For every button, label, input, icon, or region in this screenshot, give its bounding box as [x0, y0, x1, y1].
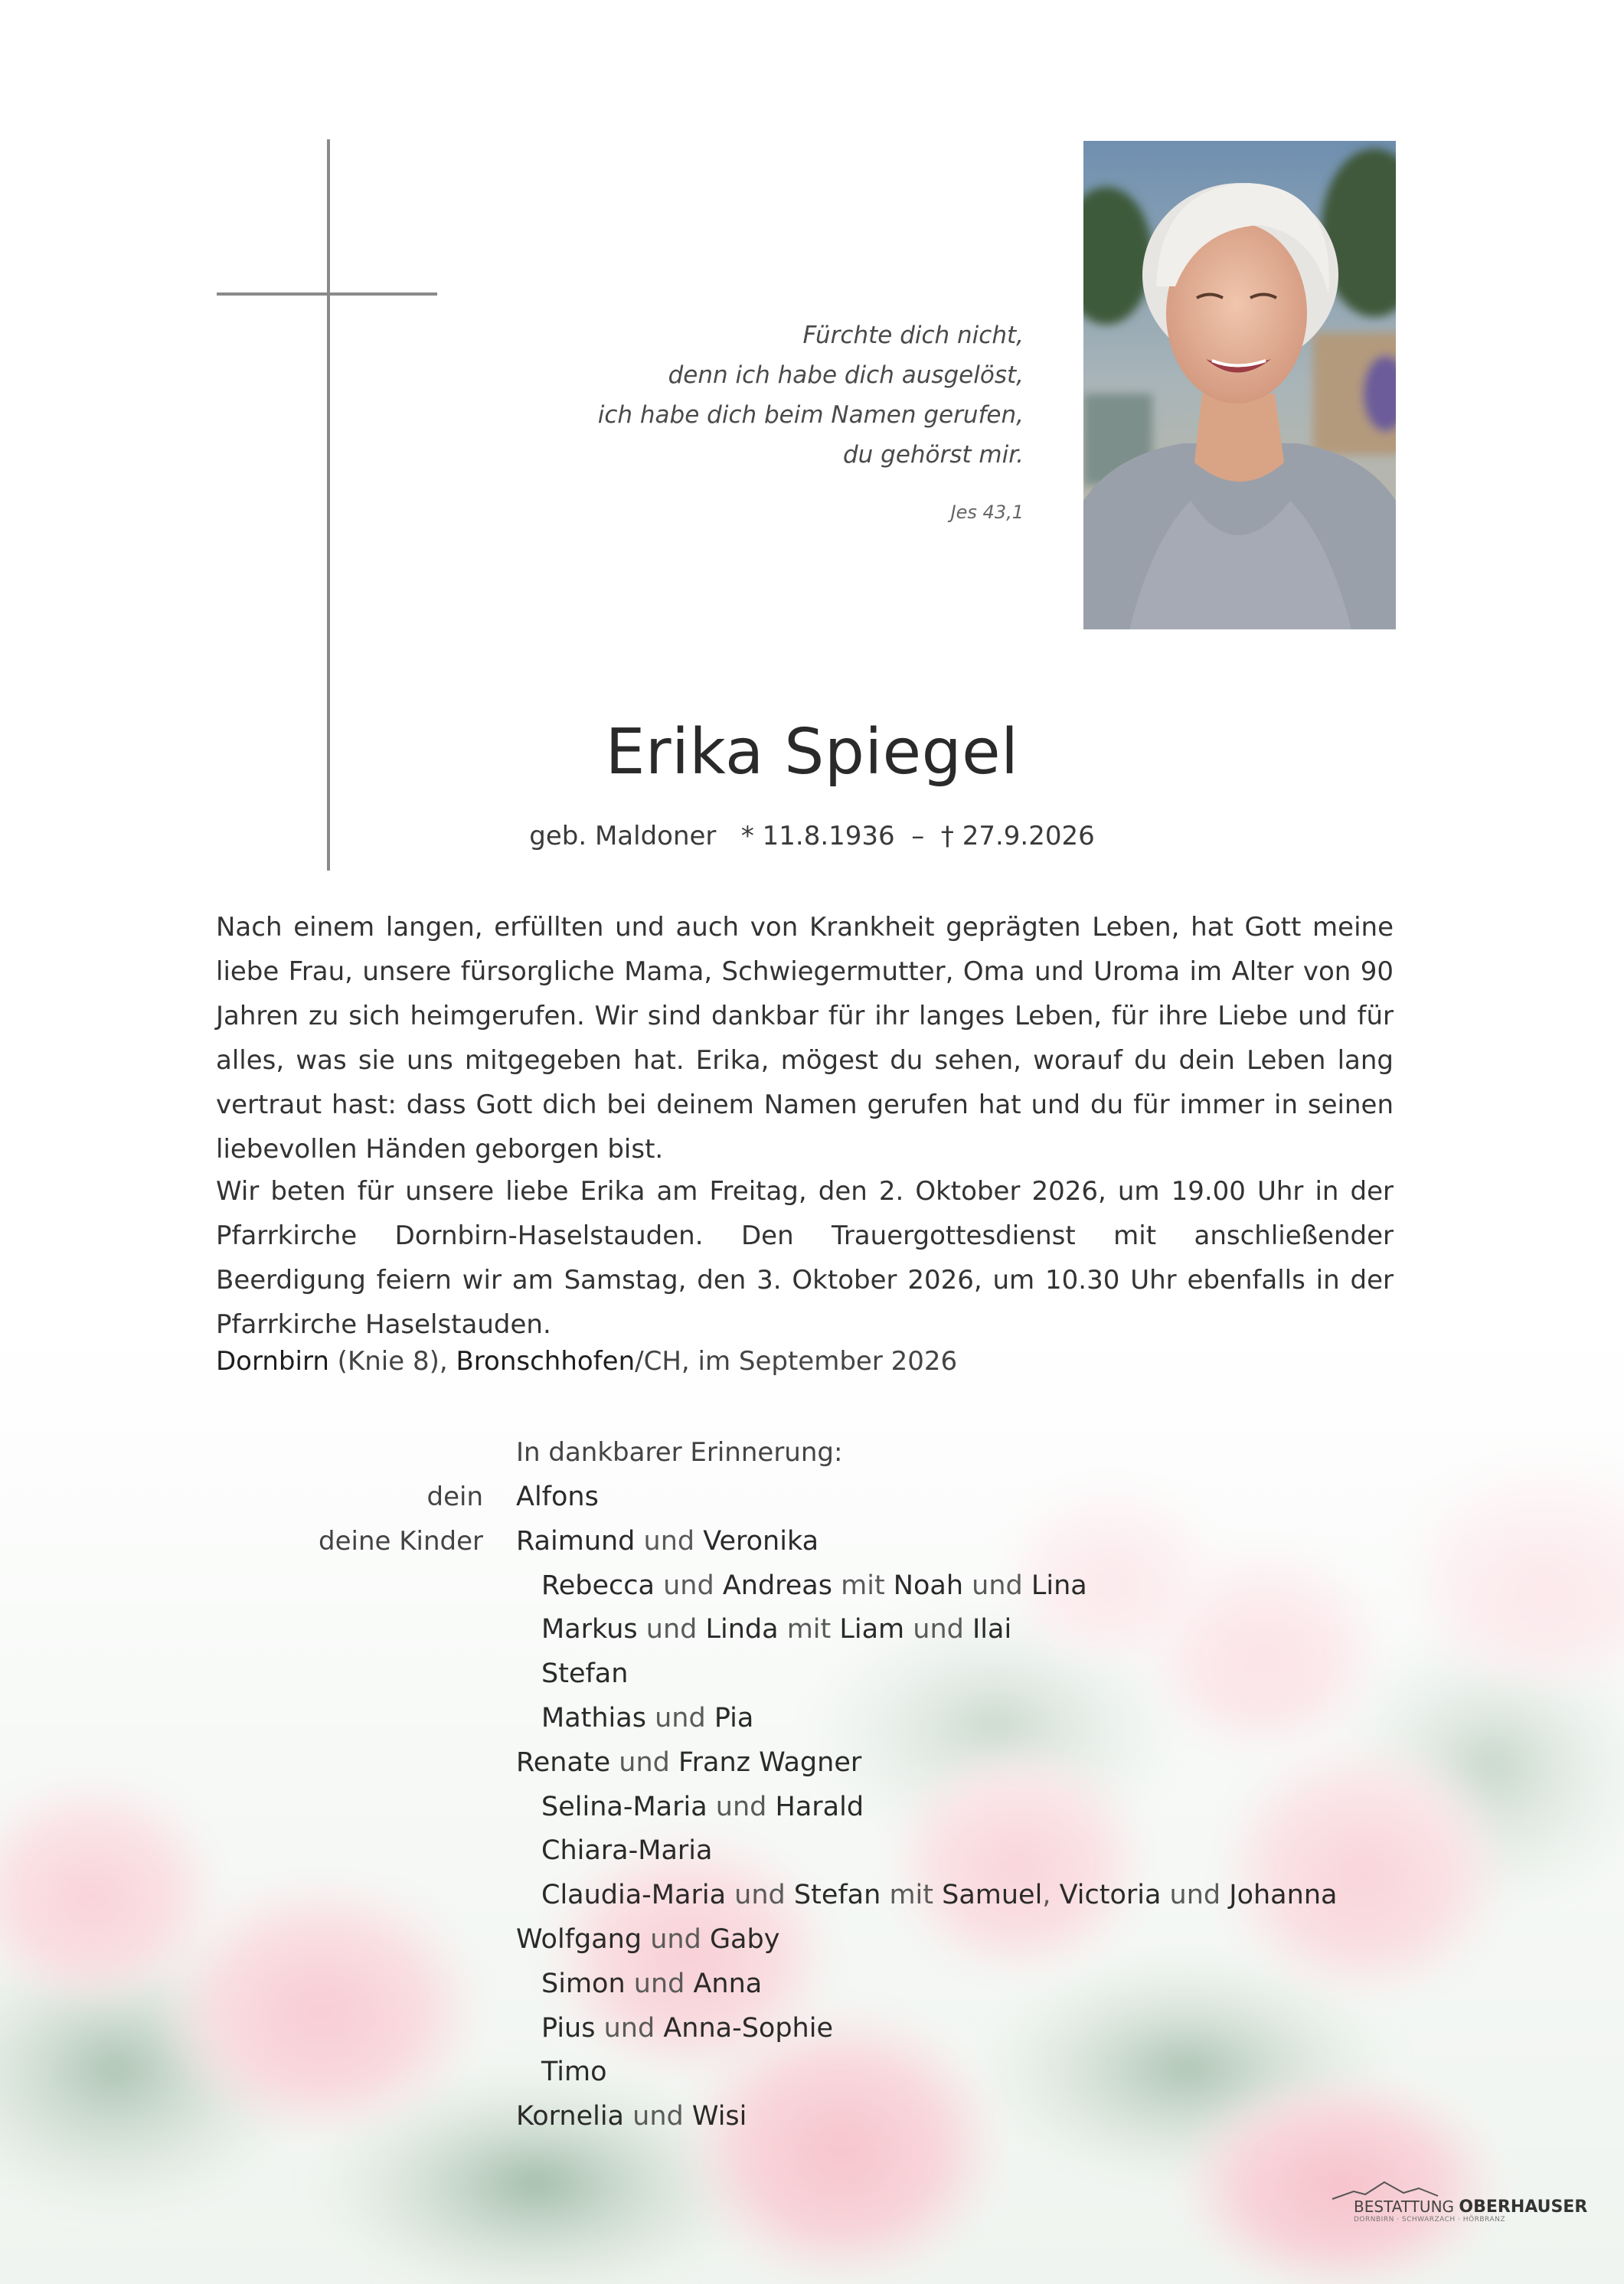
connector-word: und [625, 1968, 694, 1999]
mourner-name: Andreas [722, 1570, 832, 1601]
connector-word: und [726, 1880, 794, 1911]
mourner-name: Noah [893, 1570, 964, 1601]
connector-word: mit [881, 1880, 943, 1911]
connector-word: und [645, 1703, 714, 1733]
mourner-name: Renate [516, 1746, 611, 1778]
mourner-name: Gaby [709, 1924, 780, 1955]
mourners-intro: In dankbarer Erinnerung: [516, 1437, 843, 1468]
mourner-name: Wisi [691, 2101, 747, 2132]
mourner-name: Alfons [516, 1482, 599, 1512]
mourner-row [516, 1747, 861, 1778]
mourner-name: Lina [1031, 1570, 1087, 1601]
verse-reference: Jes 43,1 [950, 502, 1024, 523]
connector-word: und [1161, 1880, 1230, 1911]
mourner-row [541, 1570, 1087, 1601]
mourner-name: Stefan [541, 1658, 629, 1690]
mourner-name: Pia [714, 1703, 754, 1733]
mourner-row [541, 1792, 864, 1822]
mourner-name: Simon [541, 1968, 626, 1999]
mourner-name: Mathias [541, 1703, 646, 1733]
connector-word: und [637, 1614, 706, 1645]
mourner-name: Selina-Maria [541, 1791, 707, 1822]
portrait-photo [1083, 141, 1396, 629]
connector-word: und [624, 2101, 692, 2132]
cross-horizontal-bar [217, 292, 437, 296]
place-city-bronschhofen: Bronschhofen [456, 1346, 636, 1377]
place-detail: (Knie 8), [328, 1346, 456, 1377]
mourner-row [541, 1703, 753, 1733]
mourner-name: Franz Wagner [678, 1746, 862, 1778]
logo-name-bold: OBERHAUSER [1459, 2197, 1588, 2217]
connector-word: und [707, 1791, 776, 1822]
connector-word: und [642, 1924, 710, 1955]
mourner-name: Wolfgang [516, 1924, 642, 1955]
verse-line: denn ich habe dich ausgelöst, [668, 361, 1024, 389]
mourner-name: Johanna [1229, 1880, 1338, 1911]
mourner-name: Chiara-Maria [541, 1835, 713, 1867]
mourner-name: Linda [705, 1614, 779, 1645]
connector-word: und [654, 1570, 723, 1601]
mourner-row [516, 1924, 779, 1955]
mourner-name: Anna [693, 1968, 763, 1999]
connector-word: , [1042, 1880, 1060, 1911]
mourner-row [516, 2101, 747, 2132]
verse-line: Fürchte dich nicht, [802, 322, 1024, 349]
mourner-row [516, 1482, 599, 1512]
mourner-name: Stefan [793, 1880, 881, 1911]
mourner-name: Liam [839, 1614, 905, 1645]
mourner-name: Markus [541, 1614, 638, 1645]
funeral-home-locations: DORNBIRN · SCHWARZACH · HÖRBRANZ [1354, 2216, 1505, 2224]
connector-word: und [904, 1614, 972, 1645]
place-detail: /CH, im September 2026 [635, 1346, 958, 1377]
mourner-name: Claudia-Maria [541, 1880, 727, 1911]
connector-word: und [595, 2012, 664, 2044]
mourner-row [541, 1969, 762, 1999]
mourner-name: Anna-Sophie [663, 2012, 834, 2044]
mourner-name: Raimund [516, 1525, 636, 1557]
verse-line: du gehörst mir. [842, 441, 1024, 469]
mourner-row [541, 2057, 607, 2087]
relation-label-husband: dein [426, 1482, 483, 1512]
service-paragraph: Wir beten für unsere liebe Erika am Freitag, den 2. Oktober 2026, um 19.00 Uhr in der Pfarrkirche Dornbirn-Haselstauden. Den Trauergottesdienst mit anschließender Beerdigung feiern wir am Samstag, den 3. Oktober 2026, um 10.30 Uhr ebenfalls in der Pfarrkirche Haselstauden. [216, 1176, 1394, 1340]
mourner-row [541, 1614, 1011, 1645]
connector-word: mit [832, 1570, 894, 1601]
mourner-name: Victoria [1059, 1880, 1162, 1911]
place-and-date [216, 1346, 957, 1377]
mourner-name: Rebecca [541, 1570, 655, 1601]
mourner-row [541, 1658, 628, 1689]
connector-word: und [635, 1525, 704, 1557]
connector-word: mit [778, 1614, 840, 1645]
obituary-paragraph: Nach einem langen, erfüllten und auch von Krankheit geprägten Leben, hat Gott meine liebe Frau, unsere fürsorgliche Mama, Schwiegermutter, Oma und Uroma im Alter von 90 Jahren zu sich heimgerufen. Wir sind dankbar für ihr langes Leben, für ihre Liebe und für alles, was sie uns mitgegeben hat. Erika, mögest du sehen, worauf du dein Leben lang vertraut hast: dass Gott dich bei deinem Namen gerufen hat und du für immer in seinen liebevollen Händen geborgen bist. [216, 912, 1394, 1165]
mourner-row [541, 1835, 712, 1866]
mourner-name: Timo [541, 2057, 607, 2088]
mourner-name: Veronika [703, 1525, 819, 1557]
funeral-home-name [1354, 2197, 1587, 2217]
deceased-name: Erika Spiegel [605, 716, 1019, 789]
mourner-name: Ilai [972, 1614, 1012, 1645]
verse-line: ich habe dich beim Namen gerufen, [597, 401, 1024, 429]
bible-verse [488, 315, 1024, 475]
place-city-dornbirn: Dornbirn [216, 1346, 329, 1377]
connector-word: und [963, 1570, 1031, 1601]
birth-death-dates: geb. Maldoner * 11.8.1936 – † 27.9.2026 [529, 821, 1095, 851]
mourner-name: Kornelia [516, 2101, 625, 2132]
mourner-name: Harald [775, 1791, 864, 1822]
mourner-row [516, 1526, 819, 1557]
logo-name-light: BESTATTUNG [1354, 2197, 1459, 2216]
mourner-name: Pius [541, 2012, 596, 2044]
mourner-row [541, 1880, 1337, 1910]
mourner-row [541, 2013, 833, 2044]
connector-word: und [610, 1746, 679, 1778]
mourner-name: Samuel [942, 1880, 1043, 1911]
relation-label-children: deine Kinder [319, 1526, 483, 1557]
